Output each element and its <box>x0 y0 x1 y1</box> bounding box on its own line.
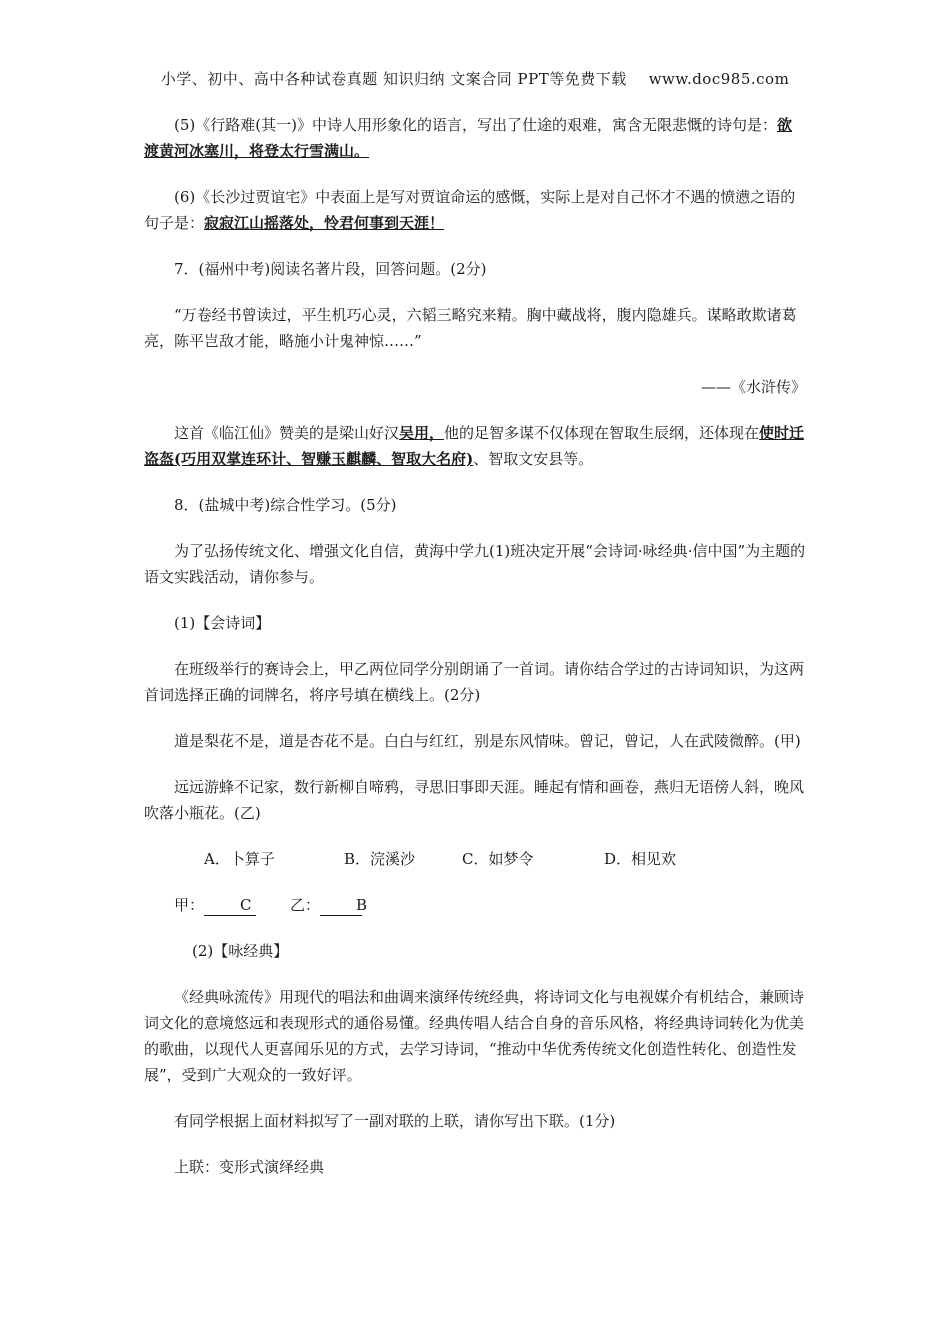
q7-text-a: 这首《临江仙》赞美的是梁山好汉 <box>174 424 400 442</box>
option-d: D．相见欢 <box>604 850 677 868</box>
q7-quote: “万卷经书曾读过，平生机巧心灵，六韬三略究来精。胸中藏战将，腹内隐雄兵。谋略敢欺诸葛亮，陈平岂敌才能，略施小计鬼神惊……” <box>144 306 797 350</box>
answer-row <box>144 892 806 918</box>
option-a: A．卜算子 <box>204 850 275 868</box>
option-b: B．浣溪沙 <box>344 850 416 868</box>
page-header <box>0 68 950 89</box>
poem-b: 远远游蜂不记家，数行新柳自啼鸦，寻思旧事即天涯。睡起有情和画卷，燕归无语傍人斜，晚风吹落小瓶花。(乙) <box>144 778 805 822</box>
q7-answer-b: 使时迁盗盔(巧用双掌连环计、智赚玉麒麟、智取大名府) <box>144 424 805 468</box>
options-row <box>144 846 806 872</box>
poem-a: 道是梨花不是，道是杏花不是。白白与红红，别是东风情味。曾记，曾记，人在武陵微醉。(甲) <box>174 732 801 750</box>
answer-label-a: 甲： <box>174 896 205 914</box>
q6-stem: (6)《长沙过贾谊宅》中表面上是写对贾谊命运的感慨，实际上是对自己怀才不遇的愤懑之语的句子是： <box>144 188 796 232</box>
q8-part2-text: 《经典咏流传》用现代的唱法和曲调来演绎传统经典，将诗词文化与电视媒介有机结合，兼顾诗词文化的意境悠远和表现形式的通俗易懂。经典传唱人结合自身的音乐风格，将经典诗词转化为优美的歌曲，以现代人更喜闻乐见的方式，去学习诗词，“推动中华优秀传统文化创造性转化、创造性发展”，受到广大观众的一致好评。 <box>144 988 805 1084</box>
q7-answer-a: 吴用， <box>399 424 445 442</box>
q8-part1-title: (1)【会诗词】 <box>174 614 271 632</box>
q8-part1-text: 在班级举行的赛诗会上，甲乙两位同学分别朗诵了一首词。请你结合学过的古诗词知识，为这两首词选择正确的词牌名，将序号填在横线上。(2分) <box>144 660 805 704</box>
document-body <box>144 112 806 1200</box>
q8-title: 8．(盐城中考)综合性学习。(5分) <box>174 496 397 514</box>
q5-answer: 欲渡黄河冰塞川，将登太行雪满山。 <box>144 116 792 160</box>
q8-part2-task: 有同学根据上面材料拟写了一副对联的上联，请你写出下联。(1分) <box>174 1112 616 1130</box>
question-6 <box>144 184 806 236</box>
q8-part2-title: (2)【咏经典】 <box>192 942 289 960</box>
header-text: 小学、初中、高中各种试卷真题 知识归纳 文案合同 PPT等免费下载 <box>160 70 627 88</box>
answer-blank-b: B <box>320 895 362 916</box>
q7-text-c: 、智取文安县等。 <box>473 450 594 468</box>
q8-intro: 为了弘扬传统文化、增强文化自信，黄海中学九(1)班决定开展“会诗词·咏经典·信中国”为主题的语文实践活动，请你参与。 <box>144 542 806 586</box>
option-c: C．如梦令 <box>462 850 534 868</box>
q7-text-b: 他的足智多谋不仅体现在智取生辰纲，还体现在 <box>444 424 760 442</box>
q7-source: ——《水浒传》 <box>700 378 806 396</box>
couplet-first-line: 上联：变形式演绎经典 <box>174 1158 325 1176</box>
q7-title: 7．(福州中考)阅读名著片段，回答问题。(2分) <box>174 260 487 278</box>
answer-blank-a: C <box>204 895 256 916</box>
answer-label-b: 乙： <box>290 896 321 914</box>
header-site: www.doc985.com <box>648 70 790 88</box>
q7-answer-paragraph <box>144 420 806 472</box>
q5-stem: (5)《行路难(其一)》中诗人用形象化的语言，写出了仕途的艰难，寓含无限悲慨的诗句是： <box>174 116 777 134</box>
question-5 <box>144 112 806 164</box>
q6-answer: 寂寂江山摇落处，怜君何事到天涯！ <box>204 214 445 232</box>
